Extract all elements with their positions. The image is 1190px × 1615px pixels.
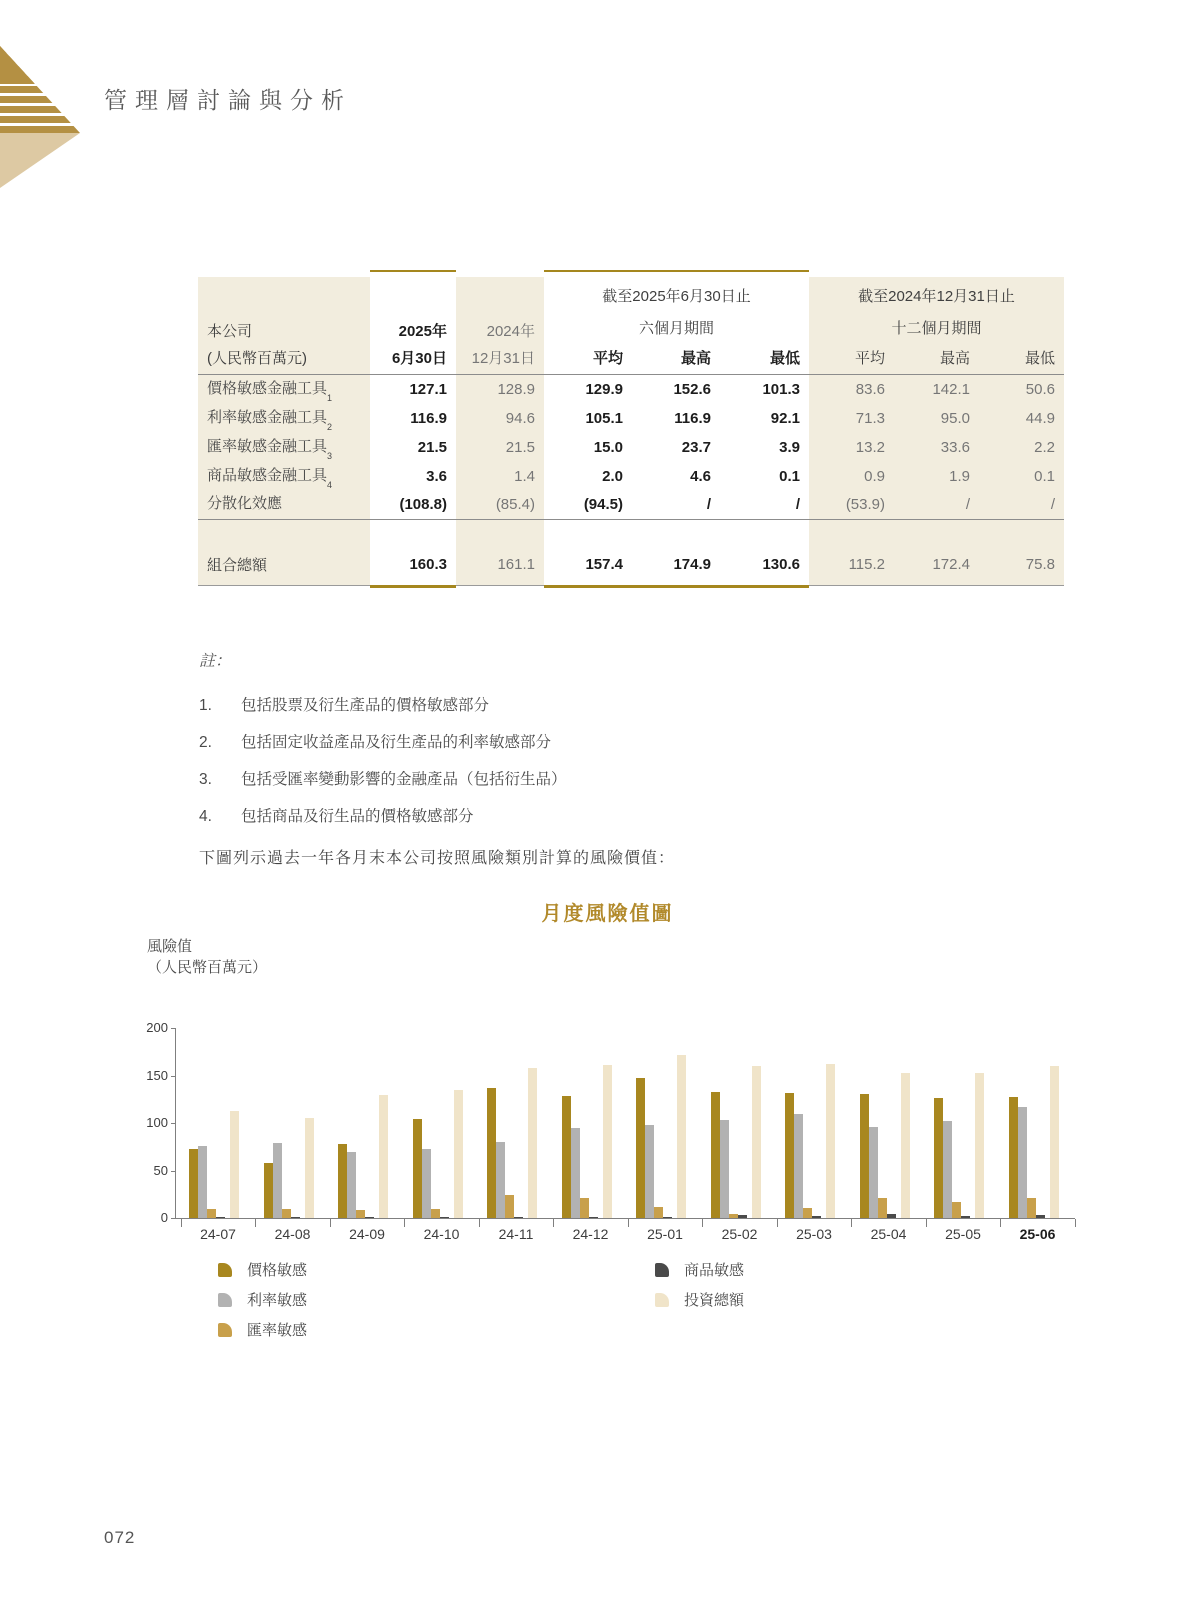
group-6m-title: 截至2025年6月30日止: [602, 287, 751, 305]
bar-商品敏感: [961, 1216, 970, 1218]
table-cell: /: [979, 491, 1064, 520]
bar-商品敏感: [812, 1216, 821, 1218]
bar-投資總額: [230, 1111, 239, 1218]
table-corner-blank: [198, 277, 370, 313]
spacer-cell: [894, 520, 979, 543]
legend-label: 匯率敏感: [247, 1322, 308, 1339]
note-number: 3.: [199, 771, 212, 788]
subheader-6m: 最低: [720, 343, 809, 375]
table-cell: (53.9): [809, 491, 894, 520]
bar-投資總額: [826, 1064, 835, 1218]
y-tick-label: 100: [146, 1115, 168, 1130]
bar-利率敏感: [496, 1142, 505, 1218]
spacer-cell: [809, 520, 894, 543]
y-axis-label: [147, 936, 267, 978]
bar-匯率敏感: [1027, 1198, 1036, 1218]
table-cell: 83.6: [809, 375, 894, 404]
legend-item: [655, 1259, 744, 1280]
total-row-cell: 115.2: [809, 543, 894, 585]
table-cell: 23.7: [681, 439, 711, 456]
bar-價格敏感: [562, 1096, 571, 1218]
legend-swatch-icon: [655, 1263, 669, 1277]
legend-label: 利率敏感: [247, 1292, 308, 1309]
table-cell: 3.9: [779, 439, 800, 456]
col-2024-date: 12月31日: [456, 343, 544, 375]
bar-價格敏感: [934, 1098, 943, 1218]
bar-投資總額: [603, 1065, 612, 1218]
bar-匯率敏感: [654, 1207, 663, 1218]
table-cell: /: [720, 491, 809, 520]
note-item: [199, 693, 899, 715]
var-table: [198, 270, 1064, 586]
total-row-cell: 157.4: [585, 555, 623, 573]
table-cell: 129.9: [585, 381, 623, 398]
x-axis-label: 25-04: [870, 1226, 907, 1242]
bar-利率敏感: [273, 1143, 282, 1218]
table-cell: 127.1: [409, 381, 447, 398]
bar-利率敏感: [571, 1128, 580, 1218]
gold-topline-6m: [544, 270, 809, 272]
bar-投資總額: [975, 1073, 984, 1218]
gold-topline-2025: [370, 270, 456, 272]
bar-商品敏感: [365, 1217, 374, 1218]
row-label: 價格敏感金融工具 1: [198, 375, 370, 404]
row-label: 利率敏感金融工具 2: [198, 404, 370, 433]
x-axis-line: [175, 1218, 1075, 1219]
bar-匯率敏感: [431, 1209, 440, 1219]
table-cell: 94.6: [456, 404, 544, 433]
page-title: 管理層討論與分析: [104, 88, 352, 113]
table-cell: 128.9: [456, 375, 544, 404]
corner-decoration: [0, 46, 82, 188]
table-cell: 21.5: [456, 433, 544, 462]
table-cell: (85.4): [456, 491, 544, 520]
bar-價格敏感: [487, 1088, 496, 1218]
bar-投資總額: [752, 1066, 761, 1218]
note-number: 1.: [199, 697, 212, 714]
bar-利率敏感: [794, 1114, 803, 1219]
note-text: 包括受匯率變動影響的金融產品（包括衍生品）: [241, 771, 567, 788]
spacer-cell: [456, 520, 544, 543]
table-cell: 33.6: [894, 433, 979, 462]
bar-投資總額: [901, 1073, 910, 1218]
table-cell: 71.3: [809, 404, 894, 433]
bar-匯率敏感: [207, 1209, 216, 1219]
bar-投資總額: [379, 1095, 388, 1219]
spacer-cell: [720, 520, 809, 543]
y-axis-label-line2: （人民幣百萬元）: [147, 959, 268, 976]
table-cell: 105.1: [585, 410, 623, 427]
legend-swatch-icon: [218, 1323, 232, 1337]
subheader-12m: 最低: [979, 343, 1064, 375]
table-cell: (94.5): [544, 491, 632, 520]
bar-價格敏感: [189, 1149, 198, 1218]
table-cell: 21.5: [417, 439, 447, 456]
note-text: 包括股票及衍生產品的價格敏感部分: [241, 697, 490, 714]
row-label: 分散化效應: [198, 491, 370, 520]
group-12m-sub: 十二個月期間: [809, 313, 1064, 343]
table-cell: 1.9: [894, 462, 979, 491]
bar-商品敏感: [887, 1214, 896, 1218]
bar-商品敏感: [514, 1217, 523, 1218]
spacer-cell: [370, 520, 456, 543]
note-text: 包括固定收益產品及衍生產品的利率敏感部分: [241, 734, 552, 751]
bar-chart-plot-area: [146, 1020, 1076, 1242]
legend-swatch-icon: [218, 1293, 232, 1307]
col-2024-year: 2024年: [456, 313, 544, 343]
y-axis-label-line1: 風險值: [147, 938, 193, 955]
bar-利率敏感: [198, 1146, 207, 1218]
x-axis-label: 24-12: [572, 1226, 609, 1242]
table-cell: 1.4: [456, 462, 544, 491]
note-item: [199, 804, 899, 826]
y-tick-mark: [171, 1123, 176, 1124]
row-label: 商品敏感金融工具 4: [198, 462, 370, 491]
total-row-cell: 161.1: [456, 543, 544, 585]
x-axis-label: 25-02: [721, 1226, 758, 1242]
bar-價格敏感: [636, 1078, 645, 1218]
y-tick-label: 150: [146, 1067, 168, 1083]
bar-投資總額: [305, 1118, 314, 1218]
row-label: 匯率敏感金融工具 3: [198, 433, 370, 462]
total-row-cell: 172.4: [894, 543, 979, 585]
bar-匯率敏感: [878, 1198, 887, 1218]
bar-商品敏感: [663, 1217, 672, 1218]
bar-利率敏感: [720, 1120, 729, 1218]
legend-label: 商品敏感: [684, 1262, 745, 1279]
table-cell: 2.0: [602, 468, 623, 485]
legend-item: [218, 1289, 307, 1310]
chart-intro-text: 下圖列示過去一年各月末本公司按照風險類別計算的風險價值：: [199, 850, 676, 867]
table-cell: 15.0: [593, 439, 623, 456]
legend-item: [218, 1259, 307, 1280]
gold-striped-triangle: [0, 46, 80, 133]
bar-商品敏感: [440, 1217, 449, 1218]
table-cell: 44.9: [979, 404, 1064, 433]
table-cell: 152.6: [673, 381, 711, 398]
total-row-cell: 174.9: [673, 555, 711, 573]
bar-價格敏感: [413, 1119, 422, 1218]
y-tick-mark: [171, 1218, 176, 1219]
note-number: 4.: [199, 808, 212, 825]
bar-匯率敏感: [803, 1208, 812, 1218]
table-cell: 3.6: [426, 468, 447, 485]
table-cell: 142.1: [894, 375, 979, 404]
table-cell: 92.1: [770, 410, 800, 427]
table-corner-line1: 本公司: [198, 313, 370, 343]
table-cell: 0.1: [979, 462, 1064, 491]
x-axis-label: 25-05: [945, 1226, 981, 1242]
x-axis-label: 25-06: [1019, 1226, 1056, 1242]
gold-bottomline-2025: [370, 585, 456, 588]
x-axis-label: 24-08: [274, 1226, 311, 1242]
y-tick-label: 0: [160, 1210, 168, 1225]
bar-匯率敏感: [356, 1210, 365, 1218]
spacer-cell: [198, 520, 370, 543]
legend-label: 投資總額: [684, 1292, 745, 1309]
table-cell: 4.6: [690, 468, 711, 485]
bar-價格敏感: [785, 1093, 794, 1218]
bar-投資總額: [1050, 1066, 1059, 1218]
notes-label: 註：: [199, 653, 232, 670]
bar-價格敏感: [264, 1163, 273, 1218]
bar-商品敏感: [738, 1215, 747, 1218]
group-6m-sub: 六個月期間: [638, 319, 714, 337]
table-cell: 116.9: [410, 410, 447, 427]
legend-swatch-icon: [655, 1293, 669, 1307]
table-cell: 101.3: [762, 381, 800, 398]
bar-價格敏感: [860, 1094, 869, 1218]
page-number: 072: [104, 1528, 136, 1547]
bar-商品敏感: [589, 1217, 598, 1218]
bar-投資總額: [454, 1090, 463, 1218]
legend-label: 價格敏感: [247, 1262, 308, 1279]
bar-利率敏感: [1018, 1107, 1027, 1218]
x-axis-label: 24-10: [423, 1226, 460, 1242]
y-tick-mark: [171, 1076, 176, 1077]
total-row-cell: 130.6: [762, 555, 800, 573]
bar-利率敏感: [869, 1127, 878, 1218]
table-cell: /: [632, 491, 720, 520]
bar-利率敏感: [422, 1149, 431, 1218]
bar-利率敏感: [943, 1121, 952, 1218]
table-cell: 2.2: [979, 433, 1064, 462]
total-row-cell: 75.8: [979, 543, 1064, 585]
total-row-label: 組合總額: [198, 543, 370, 585]
y-tick-mark: [171, 1028, 176, 1029]
x-tick-mark: [1075, 1219, 1076, 1227]
chart-title: 月度風險值圖: [541, 903, 674, 925]
x-axis-label: 24-09: [349, 1226, 385, 1242]
subheader-12m: 最高: [894, 343, 979, 375]
bar-投資總額: [677, 1055, 686, 1218]
legend-swatch-icon: [218, 1263, 232, 1277]
bar-商品敏感: [291, 1217, 300, 1218]
y-tick-mark: [171, 1171, 176, 1172]
subheader-12m: 平均: [809, 343, 894, 375]
var-table-grid: [198, 277, 1064, 586]
x-axis-label: 24-07: [200, 1226, 236, 1242]
col-2025-year: 2025年: [398, 323, 447, 340]
bar-匯率敏感: [952, 1202, 961, 1218]
spacer-cell: [632, 520, 720, 543]
bar-匯率敏感: [505, 1195, 514, 1218]
bar-商品敏感: [216, 1217, 225, 1218]
table-cell: 50.6: [979, 375, 1064, 404]
gold-bottomline-6m: [544, 585, 809, 588]
subheader-6m: 最高: [632, 343, 720, 375]
table-cell: 13.2: [809, 433, 894, 462]
y-tick-label: 50: [153, 1162, 168, 1178]
bar-利率敏感: [347, 1152, 356, 1219]
table-cell: /: [894, 491, 979, 520]
col-2025-date: 6月30日: [370, 343, 456, 375]
legend-item: [218, 1319, 307, 1340]
group-12m-title: 截至2024年12月31日止: [809, 277, 1064, 313]
table-cell: 0.9: [809, 462, 894, 491]
bar-利率敏感: [645, 1125, 654, 1218]
y-tick-label: 200: [146, 1020, 168, 1035]
beige-triangle: [0, 133, 80, 188]
bar-價格敏感: [711, 1092, 720, 1218]
legend-item: [655, 1289, 744, 1310]
spacer-cell: [979, 520, 1064, 543]
note-item: [199, 730, 899, 752]
col-2025-blank: [370, 277, 456, 313]
bar-價格敏感: [338, 1144, 347, 1218]
table-cell: (108.8): [370, 491, 456, 520]
x-axis-label: 24-11: [498, 1226, 534, 1242]
bar-商品敏感: [1036, 1215, 1045, 1218]
table-cell: 116.9: [674, 410, 711, 427]
bar-匯率敏感: [282, 1209, 291, 1218]
spacer-cell: [544, 520, 632, 543]
table-cell: 0.1: [779, 468, 800, 485]
subheader-6m: 平均: [544, 343, 632, 375]
note-number: 2.: [199, 734, 212, 751]
x-axis-label: 25-01: [647, 1226, 683, 1242]
bar-投資總額: [528, 1068, 537, 1218]
note-item: [199, 767, 899, 789]
note-text: 包括商品及衍生品的價格敏感部分: [241, 808, 474, 825]
total-row-cell: 160.3: [409, 555, 447, 573]
bar-價格敏感: [1009, 1097, 1018, 1218]
col-2024-blank: [456, 277, 544, 313]
bar-匯率敏感: [580, 1198, 589, 1218]
table-cell: 95.0: [894, 404, 979, 433]
bar-匯率敏感: [729, 1214, 738, 1218]
x-axis-label: 25-03: [796, 1226, 832, 1242]
table-corner-line2: (人民幣百萬元): [198, 343, 370, 375]
